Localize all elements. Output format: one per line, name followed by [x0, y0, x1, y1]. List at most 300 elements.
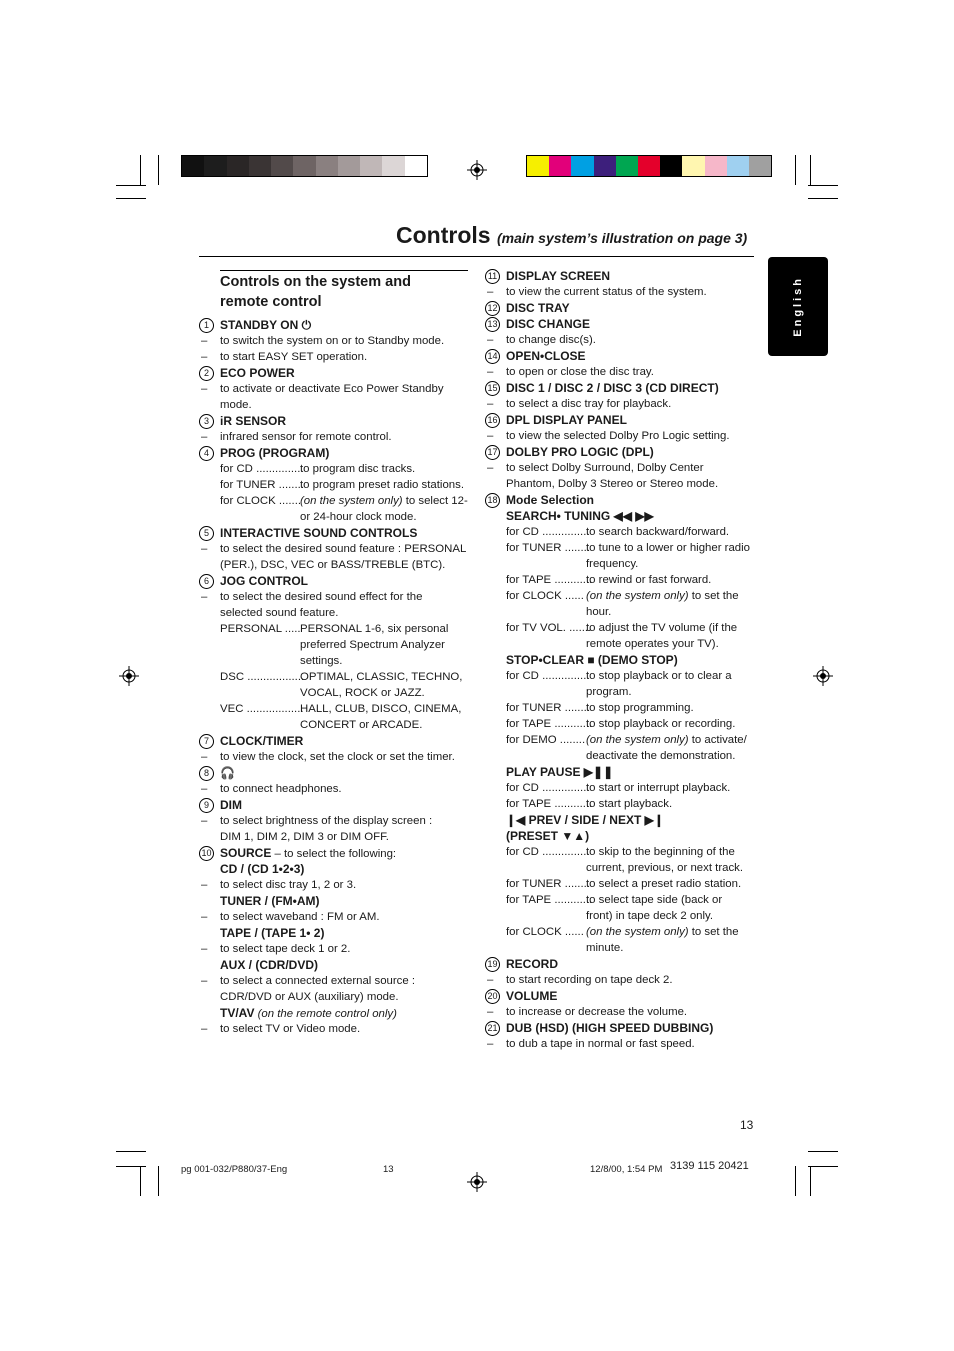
text-line [203, 765, 470, 781]
mode-text: CONCERT or ARCADE. [300, 719, 423, 731]
text-line [487, 364, 756, 380]
mode-label: for DEMO ........ [506, 734, 586, 746]
crop-mark [116, 1151, 146, 1152]
dash: – [201, 815, 208, 827]
text-line [487, 1020, 756, 1036]
text-line [220, 397, 470, 413]
mode-description [300, 669, 462, 685]
description: to select the desired sound effect for the [220, 591, 423, 603]
text-line [487, 988, 756, 1004]
text-line [506, 524, 756, 540]
text-line [201, 909, 470, 925]
mode-text: VOCAL, ROCK or JAZZ. [300, 687, 425, 699]
text-line [203, 733, 470, 749]
mode-label: for TAPE ............ [506, 798, 593, 810]
mode-text: frequency. [586, 558, 639, 570]
dash: – [201, 591, 208, 603]
title-rule [199, 256, 754, 257]
mode-description [586, 876, 741, 892]
text-line [487, 460, 756, 476]
description: to select TV or Video mode. [220, 1023, 361, 1035]
text-line [487, 300, 756, 316]
color-swatch [360, 156, 382, 176]
mode-description [586, 716, 735, 732]
crop-mark [140, 155, 141, 185]
item-number: 11 [485, 269, 500, 284]
crop-mark [116, 1166, 146, 1167]
text-line [201, 349, 470, 365]
dash: – [487, 366, 494, 378]
text-line [220, 925, 470, 941]
mode-text: to skip to the beginning of the [586, 846, 735, 858]
mode-description [586, 700, 694, 716]
item-heading: TAPE / (TAPE 1• 2) [220, 926, 325, 940]
description: to connect headphones. [220, 783, 342, 795]
dash: – [487, 398, 494, 410]
text-line [506, 748, 756, 764]
text-line [220, 829, 470, 845]
mode-text: to program preset radio stations. [300, 479, 464, 491]
mode-text: preferred Spectrum Analyzer [300, 639, 445, 651]
mode-text: to tune to a lower or higher radio [586, 542, 750, 554]
item-heading: TV/AV [220, 1006, 255, 1020]
dash: – [487, 462, 494, 474]
mode-label: for TAPE ............ [506, 894, 593, 906]
text-line [203, 525, 470, 541]
item-number: 9 [199, 798, 214, 813]
item-number: 12 [485, 301, 500, 316]
text-line [487, 492, 756, 508]
dash: – [201, 751, 208, 763]
color-swatch [338, 156, 360, 176]
text-line [203, 573, 470, 589]
text-line [506, 876, 756, 892]
mode-description [586, 796, 672, 812]
item-heading: DUB (HSD) (HIGH SPEED DUBBING) [506, 1021, 714, 1035]
color-swatch [249, 156, 271, 176]
mode-description [300, 717, 422, 733]
color-swatch [749, 156, 771, 176]
text-line [201, 781, 470, 797]
item-heading: SOURCE [220, 846, 272, 860]
item-heading: RECORD [506, 957, 559, 971]
text-line [220, 701, 470, 717]
item-number: 2 [199, 366, 214, 381]
dash: – [201, 783, 208, 795]
item-number: 8 [199, 766, 214, 781]
text-line [506, 860, 756, 876]
text-line [487, 412, 756, 428]
item-number: 21 [485, 1021, 500, 1036]
mode-label: for CLOCK ...... [506, 590, 584, 602]
grayscale-calibration-bar [181, 155, 428, 177]
mode-label: VEC .................. [220, 703, 304, 715]
mode-text: deactivate the demonstration. [586, 750, 736, 762]
text-line [506, 476, 756, 492]
item-heading: PLAY PAUSE ▶❚❚ [506, 765, 614, 779]
mode-text: to select tape side (back or [586, 894, 723, 906]
item-heading: DISC CHANGE [506, 317, 591, 331]
mode-description [300, 477, 464, 493]
description: DIM 1, DIM 2, DIM 3 or DIM OFF. [220, 831, 389, 843]
crop-mark [158, 1166, 159, 1196]
item-heading: DISPLAY SCREEN [506, 269, 611, 283]
text-line [506, 940, 756, 956]
mode-text: to set the [688, 926, 739, 938]
mode-label: for CLOCK ...... [506, 926, 584, 938]
description: to switch the system on or to Standby mode. [220, 335, 445, 347]
mode-label: for TUNER ........ [506, 702, 590, 714]
item-number: 4 [199, 446, 214, 461]
text-line [220, 621, 470, 637]
mode-description [586, 636, 719, 652]
description: to increase or decrease the volume. [506, 1006, 688, 1018]
text-line [506, 764, 756, 780]
mode-label: for CD ............... [506, 670, 590, 682]
mode-note: (on the system only) [300, 495, 403, 507]
mode-text: program. [586, 686, 632, 698]
mode-description [586, 684, 632, 700]
text-line [203, 413, 470, 429]
dash: – [201, 943, 208, 955]
mode-text: to start playback. [586, 798, 673, 810]
dash: – [487, 334, 494, 346]
mode-description [300, 493, 468, 509]
text-line [487, 1036, 756, 1052]
mode-text: to stop programming. [586, 702, 694, 714]
mode-description [300, 509, 417, 525]
mode-description [300, 685, 425, 701]
text-line [487, 332, 756, 348]
dash: – [201, 975, 208, 987]
text-line [201, 333, 470, 349]
crop-mark [808, 185, 838, 186]
mode-text: to rewind or fast forward. [586, 574, 712, 586]
section-rule [220, 270, 468, 271]
text-line [506, 508, 756, 524]
color-swatch [204, 156, 226, 176]
item-number: 5 [199, 526, 214, 541]
text-line [506, 716, 756, 732]
language-tab: English [768, 257, 828, 356]
text-line [220, 509, 470, 525]
text-line [203, 365, 470, 381]
mode-description [300, 461, 415, 477]
mode-text: to program disc tracks. [300, 463, 416, 475]
item-heading: (PRESET ▼▲) [506, 829, 590, 843]
text-line [201, 589, 470, 605]
mode-text: to stop playback or to clear a [586, 670, 732, 682]
mode-description [586, 540, 750, 556]
item-heading: PROG (PROGRAM) [220, 446, 330, 460]
page-number: 13 [740, 1118, 754, 1132]
color-swatch [549, 156, 571, 176]
mode-label: for CLOCK ....... [220, 495, 302, 507]
description: to start EASY SET operation. [220, 351, 368, 363]
dash: – [487, 1038, 494, 1050]
footer-code: 3139 115 20421 [670, 1160, 749, 1172]
mode-label: for TUNER ........ [220, 479, 304, 491]
text-line [506, 604, 756, 620]
text-line [220, 957, 470, 973]
mode-text: to activate/ [688, 734, 747, 746]
text-line [506, 892, 756, 908]
text-line [506, 556, 756, 572]
item-number: 19 [485, 957, 500, 972]
text-line [203, 797, 470, 813]
text-line [487, 1004, 756, 1020]
color-swatch [727, 156, 749, 176]
item-number: 6 [199, 574, 214, 589]
description: to select brightness of the display screen : [220, 815, 433, 827]
left-column [201, 317, 470, 1037]
text-line [506, 828, 756, 844]
item-heading: CD / (CD 1•2•3) [220, 862, 305, 876]
mode-label: for CD ............... [506, 782, 590, 794]
mode-description [586, 588, 739, 604]
mode-description [586, 908, 713, 924]
text-line [506, 636, 756, 652]
mode-label: for TUNER ........ [506, 542, 590, 554]
dash: – [487, 974, 494, 986]
item-heading: DOLBY PRO LOGIC (DPL) [506, 445, 654, 459]
item-number: 14 [485, 349, 500, 364]
color-swatch [638, 156, 660, 176]
text-line [220, 717, 470, 733]
text-line [506, 844, 756, 860]
registration-mark-icon [467, 1172, 487, 1192]
text-line [201, 429, 470, 445]
mode-text: to stop playback or recording. [586, 718, 736, 730]
item-heading: SEARCH• TUNING ◀◀ ▶▶ [506, 509, 654, 523]
text-line [201, 541, 470, 557]
mode-description [586, 668, 732, 684]
item-heading: TUNER / (FM•AM) [220, 894, 320, 908]
registration-mark-icon [467, 160, 487, 180]
description: to select Dolby Surround, Dolby Center [506, 462, 704, 474]
page-subtitle: (main system’s illustration on page 3) [496, 230, 748, 246]
text-line [220, 493, 470, 509]
color-swatch [660, 156, 682, 176]
item-heading: STANDBY ON ⏻ [220, 318, 312, 332]
item-heading: DIM [220, 798, 242, 812]
mode-description [300, 653, 342, 669]
item-heading: OPEN•CLOSE [506, 349, 586, 363]
color-swatch [382, 156, 404, 176]
mode-description [586, 748, 735, 764]
color-swatch [682, 156, 704, 176]
item-heading: 🎧 [220, 766, 235, 780]
text-line [201, 877, 470, 893]
mode-description [300, 701, 461, 717]
text-line [487, 956, 756, 972]
description: to select disc tray 1, 2 or 3. [220, 879, 357, 891]
dash: – [487, 286, 494, 298]
text-line [203, 445, 470, 461]
color-swatch [227, 156, 249, 176]
text-line [220, 653, 470, 669]
item-number: 18 [485, 493, 500, 508]
footer-date: 12/8/00, 1:54 PM [590, 1164, 663, 1175]
item-number: 17 [485, 445, 500, 460]
mode-text: hour. [586, 606, 612, 618]
crop-mark [808, 1151, 838, 1152]
footer-page: 13 [383, 1164, 394, 1175]
text-line [506, 780, 756, 796]
mode-label: for TUNER ........ [506, 878, 590, 890]
item-number: 15 [485, 381, 500, 396]
description: to view the current status of the system. [506, 286, 707, 298]
description: to select the desired sound feature : PERSONAL [220, 543, 467, 555]
mode-description [586, 860, 743, 876]
description: infrared sensor for remote control. [220, 431, 392, 443]
color-swatch [271, 156, 293, 176]
mode-note: (on the system only) [586, 734, 689, 746]
mode-note: (on the system only) [586, 590, 689, 602]
text-line [201, 1021, 470, 1037]
mode-note: (on the system only) [586, 926, 689, 938]
text-line [203, 317, 470, 333]
mode-text: remote operates your TV). [586, 638, 719, 650]
text-line [506, 572, 756, 588]
item-heading: Mode Selection [506, 493, 595, 507]
description: to activate or deactivate Eco Power Standby [220, 383, 444, 395]
description: to select tape deck 1 or 2. [220, 943, 351, 955]
mode-text: to select 12- [402, 495, 468, 507]
mode-label: for CD ............... [506, 526, 590, 538]
mode-description [586, 924, 739, 940]
text-line [220, 461, 470, 477]
dash: – [201, 879, 208, 891]
mode-text: to start or interrupt playback. [586, 782, 731, 794]
text-line [506, 588, 756, 604]
item-number: 3 [199, 414, 214, 429]
text-line [220, 685, 470, 701]
crop-mark [808, 1166, 838, 1167]
text-line [487, 380, 756, 396]
text-line [220, 557, 470, 573]
crop-mark [808, 198, 838, 199]
text-line [220, 637, 470, 653]
mode-label: for TAPE ............ [506, 718, 593, 730]
mode-description [586, 892, 722, 908]
text-line [201, 749, 470, 765]
mode-label: for CD ............... [220, 463, 304, 475]
dash: – [201, 911, 208, 923]
mode-text: front) in tape deck 2 only. [586, 910, 714, 922]
description: to change disc(s). [506, 334, 596, 346]
color-swatch [527, 156, 549, 176]
mode-description [586, 604, 611, 620]
mode-text: to select a preset radio station. [586, 878, 742, 890]
mode-description [586, 732, 747, 748]
item-heading: JOG CONTROL [220, 574, 309, 588]
mode-description [586, 940, 623, 956]
crop-mark [158, 155, 159, 185]
crop-mark [116, 185, 146, 186]
text-line [487, 428, 756, 444]
crop-mark [795, 1166, 796, 1196]
mode-text: PERSONAL 1-6, six personal [300, 623, 449, 635]
description: to select a connected external source : [220, 975, 416, 987]
description: (PER.), DSC, VEC or BASS/TREBLE (BTC). [220, 559, 446, 571]
text-line [506, 732, 756, 748]
text-line [220, 893, 470, 909]
text-line [220, 1005, 470, 1021]
item-heading: STOP•CLEAR ■ (DEMO STOP) [506, 653, 678, 667]
text-line [201, 973, 470, 989]
text-line [220, 477, 470, 493]
text-line [201, 381, 470, 397]
item-note: (on the remote control only) [254, 1008, 397, 1020]
text-line [506, 924, 756, 940]
item-number: 16 [485, 413, 500, 428]
text-line [487, 444, 756, 460]
mode-description [586, 524, 729, 540]
item-note: – to select the following: [271, 848, 397, 860]
mode-text: settings. [300, 655, 343, 667]
mode-text: OPTIMAL, CLASSIC, TECHNO, [300, 671, 463, 683]
text-line [487, 972, 756, 988]
text-line [201, 845, 470, 861]
dash: – [201, 335, 208, 347]
right-column [487, 268, 756, 1052]
color-swatch [705, 156, 727, 176]
registration-mark-icon [813, 666, 833, 686]
item-heading: CLOCK/TIMER [220, 734, 304, 748]
mode-text: minute. [586, 942, 624, 954]
color-swatch [405, 156, 427, 176]
text-line [487, 396, 756, 412]
text-line [506, 540, 756, 556]
mode-label: for CD ............... [506, 846, 590, 858]
item-heading: DISC 1 / DISC 2 / DISC 3 (CD DIRECT) [506, 381, 719, 395]
item-number: 20 [485, 989, 500, 1004]
crop-mark [116, 198, 146, 199]
item-heading: AUX / (CDR/DVD) [220, 958, 318, 972]
item-heading: VOLUME [506, 989, 558, 1003]
mode-description [300, 637, 445, 653]
item-heading: INTERACTIVE SOUND CONTROLS [220, 526, 418, 540]
page-title: Controls (main system’s illustration on page 3) [396, 222, 748, 248]
text-line [487, 348, 756, 364]
mode-text: to adjust the TV volume (if the [586, 622, 738, 634]
mode-description [586, 556, 638, 572]
text-line [220, 861, 470, 877]
mode-description [586, 780, 730, 796]
description: CDR/DVD or AUX (auxiliary) mode. [220, 991, 399, 1003]
mode-label: for TV VOL. ....... [506, 622, 592, 634]
mode-text: or 24-hour clock mode. [300, 511, 417, 523]
crop-mark [140, 1166, 141, 1196]
text-line [201, 813, 470, 829]
mode-description [586, 572, 711, 588]
text-line [506, 652, 756, 668]
text-line [487, 268, 756, 284]
dash: – [201, 351, 208, 363]
item-number: 1 [199, 318, 214, 333]
mode-text: to search backward/forward. [586, 526, 730, 538]
color-swatch [571, 156, 593, 176]
crop-mark [810, 1166, 811, 1196]
description: mode. [220, 399, 252, 411]
crop-mark [810, 155, 811, 185]
text-line [506, 796, 756, 812]
color-calibration-bar [526, 155, 772, 177]
color-swatch [293, 156, 315, 176]
crop-mark [795, 155, 796, 185]
item-number: 7 [199, 734, 214, 749]
